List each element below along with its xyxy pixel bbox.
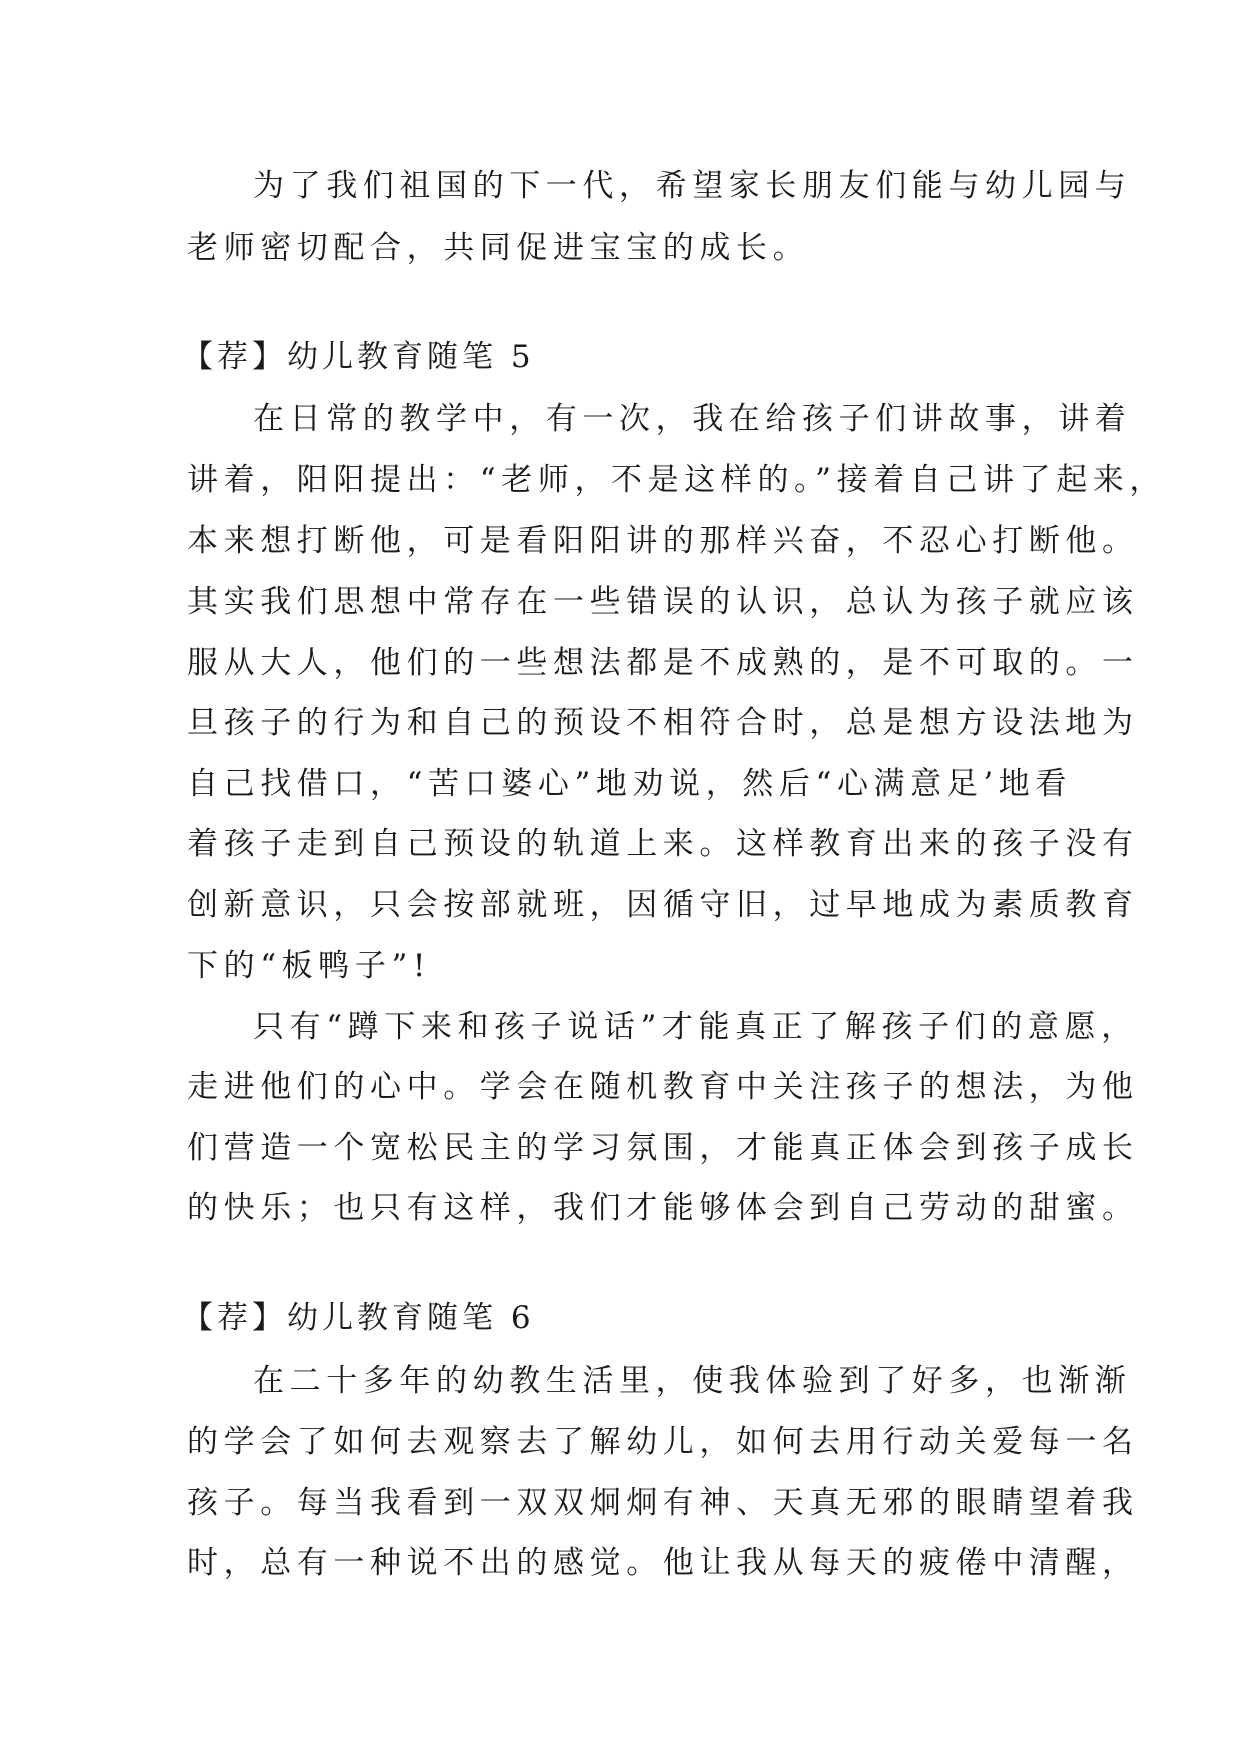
paragraph-line: 本来想打断他，可是看阳阳讲的那样兴奋，不忍心打断他。 bbox=[187, 523, 1139, 559]
section-heading: 【荐】幼儿教育随笔 6 bbox=[182, 1300, 535, 1336]
paragraph-line: 在日常的教学中，有一次，我在给孩子们讲故事，讲着 bbox=[253, 401, 1132, 437]
paragraph-line: 的学会了如何去观察去了解幼儿，如何去用行动关爱每一名 bbox=[187, 1424, 1139, 1460]
paragraph-line: 在二十多年的幼教生活里，使我体验到了好多，也渐渐 bbox=[253, 1363, 1132, 1399]
paragraph-line: 孩子。每当我看到一双双炯炯有神、天真无邪的眼睛望着我 bbox=[187, 1485, 1139, 1521]
paragraph-line: 老师密切配合，共同促进宝宝的成长。 bbox=[187, 230, 810, 266]
paragraph-line: 旦孩子的行为和自己的预设不相符合时，总是想方设法地为 bbox=[187, 705, 1139, 741]
paragraph-line: 创新意识，只会按部就班，因循守旧，过早地成为素质教育 bbox=[187, 887, 1139, 923]
paragraph-line: 的快乐；也只有这样，我们才能够体会到自己劳动的甜蜜。 bbox=[187, 1190, 1139, 1226]
section-heading: 【荐】幼儿教育随笔 5 bbox=[182, 339, 535, 375]
paragraph-line: 只有“蹲下来和孩子说话”才能真正了解孩子们的意愿， bbox=[253, 1009, 1138, 1045]
paragraph-line: 走进他们的心中。学会在随机教育中关注孩子的想法，为他 bbox=[187, 1069, 1139, 1105]
paragraph-line: 讲着，阳阳提出：“老师，不是这样的。”接着自己讲了起来， bbox=[187, 462, 1166, 498]
paragraph-line: 为了我们祖国的下一代，希望家长朋友们能与幼儿园与 bbox=[253, 168, 1132, 204]
paragraph-line: 其实我们思想中常存在一些错误的认识，总认为孩子就应该 bbox=[187, 584, 1139, 620]
paragraph-line: 们营造一个宽松民主的学习氛围，才能真正体会到孩子成长 bbox=[187, 1130, 1139, 1166]
paragraph-line: 下的“板鸭子”! bbox=[187, 948, 431, 984]
paragraph-line: 着孩子走到自己预设的轨道上来。这样教育出来的孩子没有 bbox=[187, 826, 1139, 862]
paragraph-line: 时，总有一种说不出的感觉。他让我从每天的疲倦中清醒， bbox=[187, 1545, 1139, 1581]
paragraph-line: 服从大人，他们的一些想法都是不成熟的，是不可取的。一 bbox=[187, 645, 1139, 681]
paragraph-line: 自己找借口，“苦口婆心”地劝说，然后“心满意足’地看 bbox=[187, 766, 1072, 802]
